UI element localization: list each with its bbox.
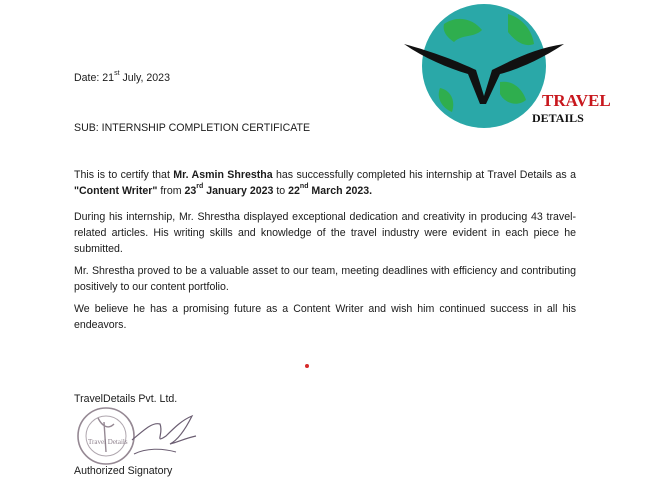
letter-date xyxy=(74,70,576,86)
paragraph-internship: During his internship, Mr. Shrestha displayed exceptional dedication and creativity in producing 43 travel-related articles. His writing skills and knowledge of the travel industry were evident in each piece he submitted. xyxy=(74,211,576,255)
authorized-signatory-label: Authorized Signatory xyxy=(74,465,173,477)
to-sup: nd xyxy=(299,183,309,191)
red-dot xyxy=(305,364,309,368)
p1-text-1: This is to certify that xyxy=(74,169,174,181)
from-day: 23 xyxy=(184,185,197,197)
svg-text:DETAILS: DETAILS xyxy=(532,111,584,125)
paragraph-future: We believe he has a promising future as a Content Writer and wish him continued success in all his endeavors. xyxy=(74,303,576,331)
from-date xyxy=(185,185,274,197)
date-prefix: Date: 21 xyxy=(74,72,115,84)
svg-text:Travel Details: Travel Details xyxy=(88,438,128,446)
intern-role: "Content Writer" xyxy=(74,185,158,197)
svg-text:TRAVEL: TRAVEL xyxy=(542,91,611,110)
from-rest: January 2023 xyxy=(203,185,274,197)
to-day: 22 xyxy=(288,185,300,197)
p1-text-4: to xyxy=(273,185,289,197)
p1-text-2: has successfully completed his internship at Travel Details as a xyxy=(272,169,576,181)
to-date xyxy=(288,185,372,197)
company-name: TravelDetails Pvt. Ltd. xyxy=(74,393,178,405)
company-stamp-signature xyxy=(74,400,204,470)
to-rest: March 2023. xyxy=(308,185,373,197)
paragraph-certify xyxy=(74,167,576,199)
p1-text-3: from xyxy=(157,185,185,197)
from-sup: rd xyxy=(196,183,204,191)
stamp-signature-icon xyxy=(74,400,204,470)
letter-subject: SUB: INTERNSHIP COMPLETION CERTIFICATE xyxy=(74,122,311,134)
date-suffix: July, 2023 xyxy=(119,72,170,84)
intern-name: Mr. Asmin Shrestha xyxy=(173,169,273,181)
paragraph-asset: Mr. Shrestha proved to be a valuable asset to our team, meeting deadlines with efficiency and contributing positively to our content portfolio. xyxy=(74,265,576,293)
date-sup: st xyxy=(114,70,120,78)
